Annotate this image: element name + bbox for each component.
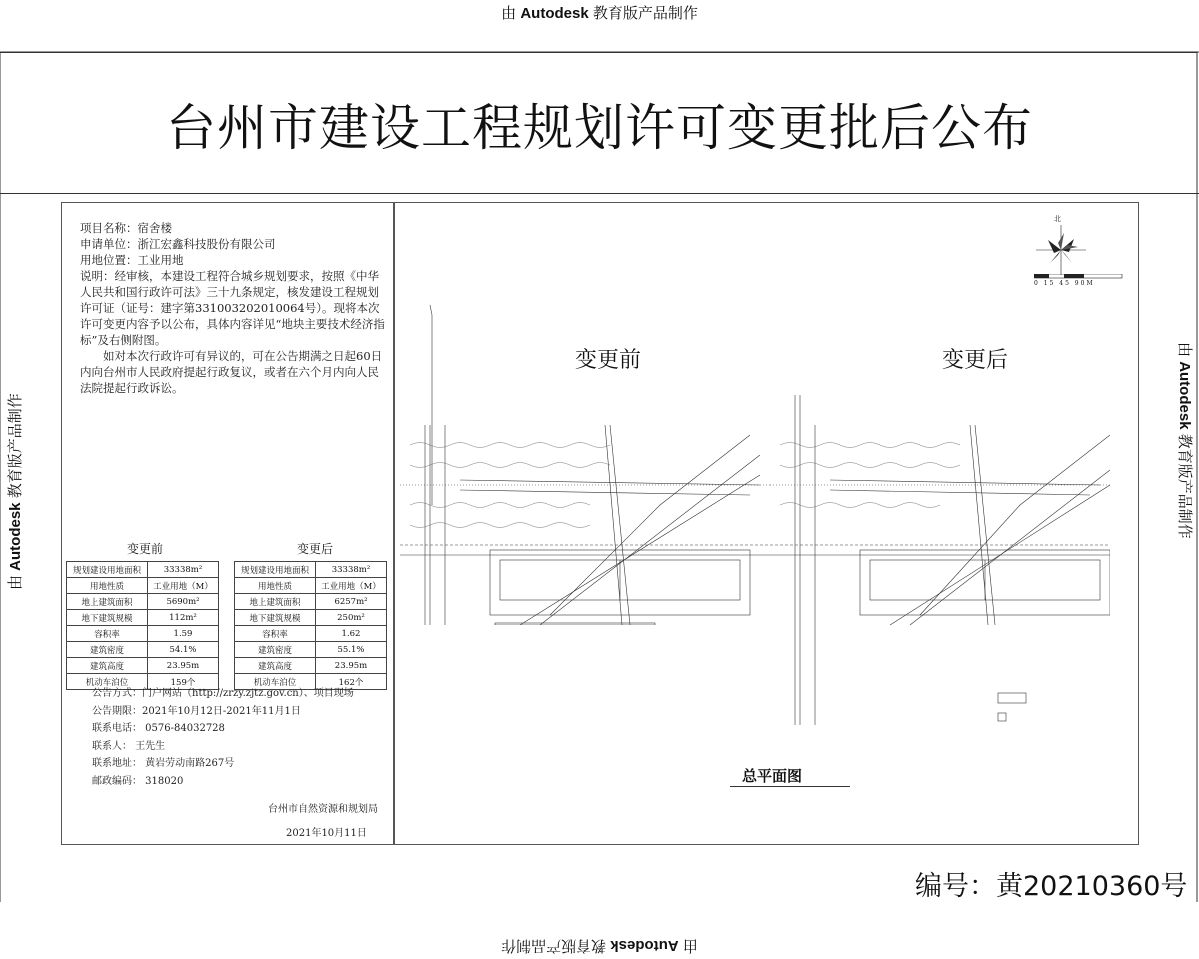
- land-location: 用地位置：工业用地: [80, 253, 184, 267]
- serial-number: 编号：黄20210360号: [915, 871, 1188, 902]
- table-row: [67, 610, 219, 626]
- after-label: 变更后: [942, 348, 1009, 373]
- objection-note: 如对本次行政许可有异议的，可在公告期满之日起60日内向台州市人民政府提起行政复议，或者在六个月内向人民法院提起行政诉讼。: [80, 349, 383, 395]
- before-label: 变更前: [575, 348, 642, 373]
- table-row: [67, 578, 219, 594]
- table-row: [67, 562, 219, 578]
- after-indicators-table: [234, 561, 387, 690]
- scale-label: 0 15 45 90M: [1034, 280, 1095, 287]
- issue-date: 2021年10月11日: [286, 828, 367, 839]
- publication-info: [92, 685, 354, 790]
- issuing-bureau: 台州市自然资源和规划局: [268, 804, 378, 815]
- indicator-value: 6257m²: [316, 594, 387, 610]
- indicator-value: 162个: [316, 674, 387, 690]
- table-row: [67, 594, 219, 610]
- indicator-value: 33338m²: [316, 562, 387, 578]
- indicator-name: 地上建筑面积: [67, 594, 148, 610]
- watermark-top: 由 Autodesk 教育版产品制作: [501, 5, 698, 22]
- indicator-name: 地下建筑规模: [235, 610, 316, 626]
- indicator-value: 工业用地（M）: [148, 578, 219, 594]
- site-plan-before: [400, 305, 770, 625]
- description: 说明：经审核，本建设工程符合城乡规划要求，按照《中华人民共和国行政许可法》三十九条规定，核发建设工程规划许可证（证号：建字第331003202010064号）。现将本次许可变更内容予以公布，具体内容详见“地块主要技术经济指标”及右侧附图。: [80, 269, 385, 347]
- indicator-name: 建筑密度: [235, 642, 316, 658]
- table-row: [67, 658, 219, 674]
- indicator-name: 地下建筑规模: [67, 610, 148, 626]
- indicator-name: 机动车泊位: [235, 674, 316, 690]
- table-row: [67, 642, 219, 658]
- indicator-value: 55.1%: [316, 642, 387, 658]
- indicator-value: 23.95m: [316, 658, 387, 674]
- indicator-name: 建筑密度: [67, 642, 148, 658]
- table-row: [235, 658, 387, 674]
- indicator-value: 112m²: [148, 610, 219, 626]
- indicator-value: 33338m²: [148, 562, 219, 578]
- indicator-value: 1.62: [316, 626, 387, 642]
- applicant: 申请单位：浙江宏鑫科技股份有限公司: [80, 237, 276, 251]
- indicator-value: 159个: [148, 674, 219, 690]
- plan-title: 总平面图: [742, 767, 803, 785]
- indicator-name: 规划建设用地面积: [235, 562, 316, 578]
- indicator-name: 用地性质: [67, 578, 148, 594]
- page-title: 台州市建设工程规划许可变更批后公布: [166, 99, 1033, 157]
- project-name: 项目名称：宿舍楼: [80, 221, 172, 235]
- contact-address: 联系地址： 黄岩劳动南路267号: [92, 758, 235, 769]
- watermark-right: 由 Autodesk 教育版产品制作: [1176, 342, 1193, 539]
- indicator-value: 23.95m: [148, 658, 219, 674]
- table-row: [235, 626, 387, 642]
- indicator-value: 1.59: [148, 626, 219, 642]
- site-plan-after: [770, 305, 1110, 725]
- indicator-value: 54.1%: [148, 642, 219, 658]
- indicator-name: 机动车泊位: [67, 674, 148, 690]
- plan-title-underline: [730, 786, 850, 787]
- table-row: [235, 578, 387, 594]
- indicator-value: 5690m²: [148, 594, 219, 610]
- title-divider: [0, 193, 1199, 194]
- indicator-name: 建筑高度: [235, 658, 316, 674]
- table-row: [235, 562, 387, 578]
- project-info: [80, 220, 385, 396]
- before-indicators-table: [66, 561, 219, 690]
- table-row: [235, 642, 387, 658]
- indicator-name: 地上建筑面积: [235, 594, 316, 610]
- north-label: 北: [1054, 215, 1061, 223]
- table-row: [67, 626, 219, 642]
- watermark-bottom: 由 Autodesk 教育版产品制作: [501, 937, 698, 954]
- indicator-name: 容积率: [235, 626, 316, 642]
- indicator-name: 建筑高度: [67, 658, 148, 674]
- publication-method: 公告方式：门户网站（http://zrzy.zjtz.gov.cn）、项目现场: [92, 688, 354, 699]
- publication-period: 公告期限：2021年10月12日-2021年11月1日: [92, 705, 301, 717]
- table-row: [235, 594, 387, 610]
- contact-phone: 联系电话： 0576-84032728: [92, 723, 225, 734]
- table-row: [235, 610, 387, 626]
- indicator-value: 250m²: [316, 610, 387, 626]
- watermark-left: 由 Autodesk 教育版产品制作: [7, 393, 24, 590]
- before-table-title: 变更前: [127, 542, 164, 556]
- after-table-title: 变更后: [297, 542, 334, 556]
- postcode: 邮政编码： 318020: [92, 775, 184, 787]
- compass-icon: [1036, 225, 1086, 275]
- indicator-value: 工业用地（M）: [316, 578, 387, 594]
- indicator-name: 容积率: [67, 626, 148, 642]
- contact-person: 联系人： 王先生: [92, 740, 166, 752]
- indicator-name: 规划建设用地面积: [67, 562, 148, 578]
- indicator-name: 用地性质: [235, 578, 316, 594]
